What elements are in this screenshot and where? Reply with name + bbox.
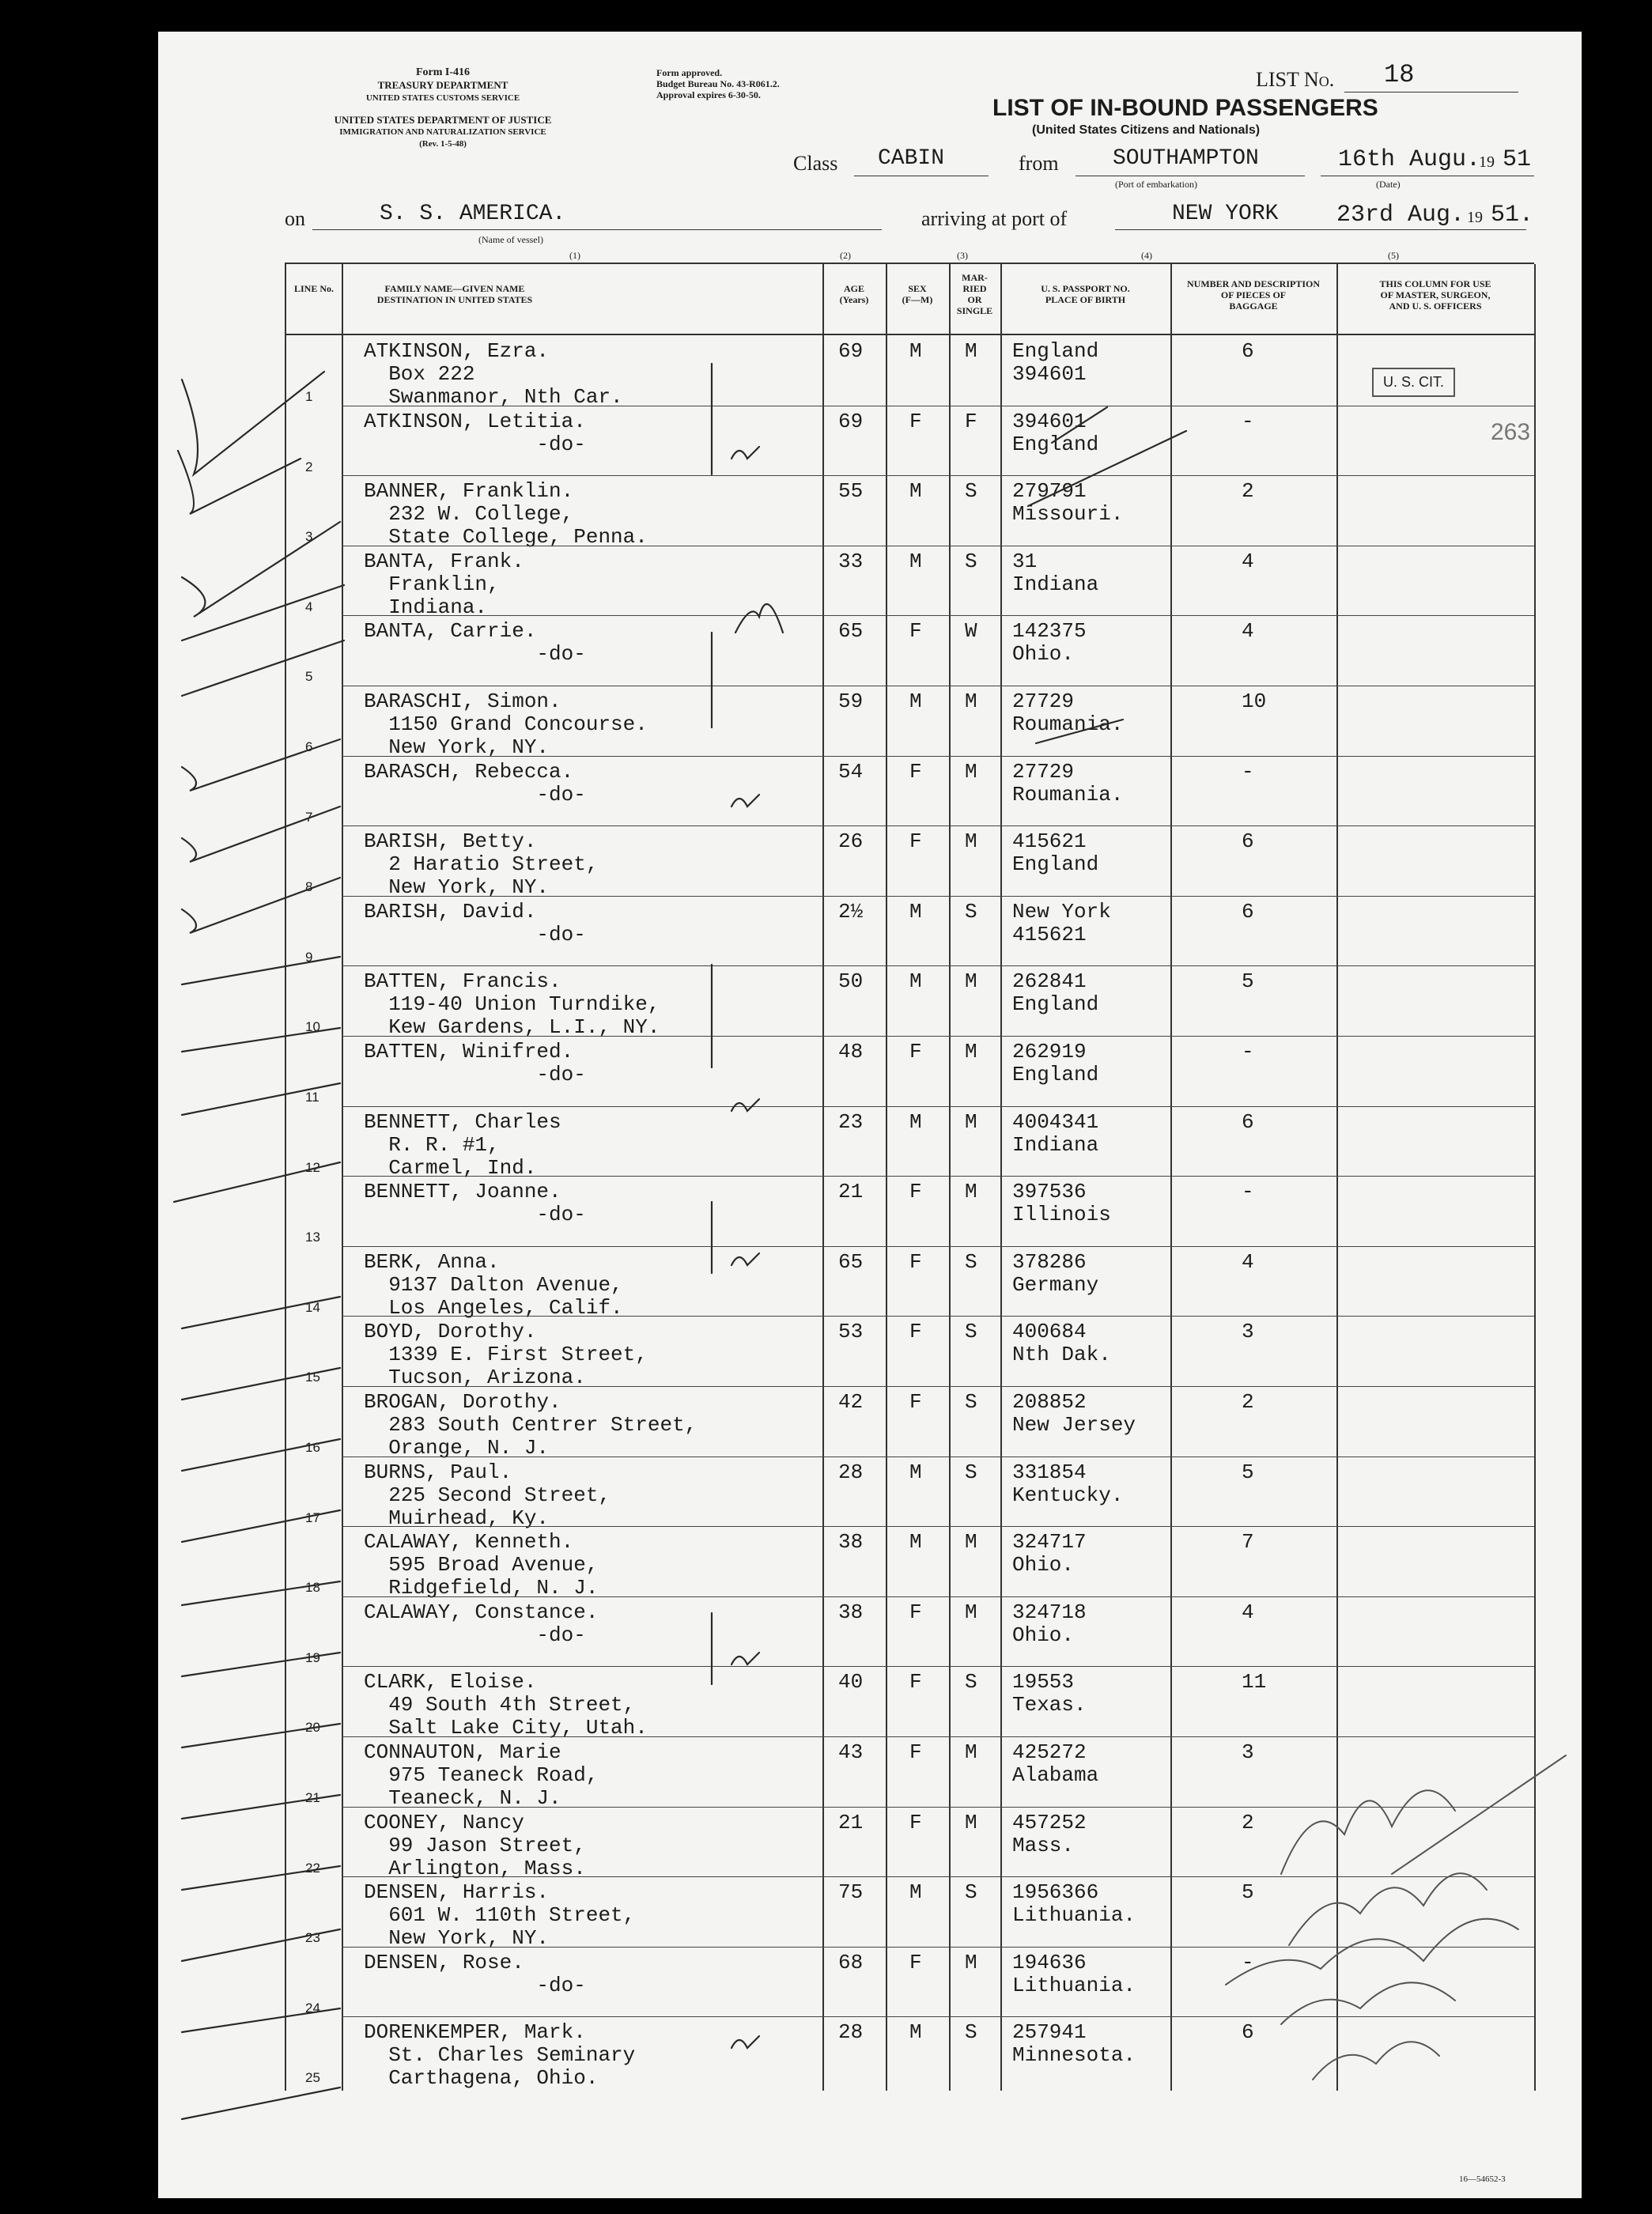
vessel-name: S. S. AMERICA. [380, 202, 566, 226]
passport-birthplace: England 394601 [1012, 339, 1099, 386]
passenger-age: 53 [838, 1320, 864, 1344]
row-line-number: 6 [305, 739, 313, 754]
passenger-name-destination: BANTA, Frank. Franklin, Indiana. [364, 549, 524, 619]
form-number: Form I-416 [415, 66, 471, 78]
passport-birthplace: 324718 Ohio. [1012, 1600, 1087, 1647]
passenger-sex: F [909, 1600, 922, 1624]
passenger-marital-status: F [965, 409, 977, 433]
baggage-count: 6 [1242, 2020, 1254, 2045]
col-divider [886, 264, 887, 2091]
row-line-number: 7 [305, 809, 313, 825]
baggage-count: 2 [1242, 1810, 1254, 1834]
row-divider [342, 1666, 1534, 1667]
passenger-marital-status: S [965, 479, 977, 504]
col-header-married: MAR- RIED OR SINGLE [956, 272, 993, 316]
embarkation-year: 51 [1503, 146, 1532, 173]
passenger-name-destination: BENNETT, Joanne. -do- [364, 1180, 586, 1227]
row-line-number: 22 [305, 1860, 320, 1876]
passenger-marital-status: M [965, 1040, 977, 1064]
passenger-sex: F [909, 1180, 922, 1204]
passenger-name-destination: DENSEN, Rose. -do- [364, 1950, 586, 1997]
passenger-marital-status: S [965, 1249, 977, 1274]
passenger-name-destination: CLARK, Eloise. 49 South 4th Street, Salt Lake City, Utah. [364, 1670, 648, 1740]
list-number-label: LIST No. [1256, 68, 1335, 91]
passenger-marital-status: M [965, 1530, 977, 1555]
arrival-port: NEW YORK [1172, 202, 1279, 226]
col-header-baggage: NUMBER AND DESCRIPTION OF PIECES OF BAGGAGE [1186, 278, 1321, 312]
row-divider [342, 1736, 1534, 1737]
row-divider [342, 1246, 1534, 1247]
passport-birthplace: 1956366 Lithuania. [1012, 1880, 1136, 1928]
footer-code: 16—54652-3 [1459, 2174, 1506, 2184]
passenger-marital-status: M [965, 829, 977, 854]
baggage-count: 4 [1242, 1600, 1254, 1624]
col-divider [342, 264, 343, 2091]
row-line-number: 24 [305, 2000, 320, 2016]
passenger-age: 26 [838, 829, 864, 854]
baggage-count: - [1242, 1950, 1254, 1974]
passenger-name-destination: BROGAN, Dorothy. 283 South Centrer Street, Orange, N. J. [364, 1390, 697, 1460]
row-line-number: 23 [305, 1930, 320, 1946]
col-divider [1170, 264, 1172, 2091]
passenger-sex: F [909, 1670, 922, 1695]
row-divider [342, 1456, 1534, 1457]
baggage-count: 6 [1242, 829, 1254, 854]
passport-birthplace: 397536 Illinois [1012, 1180, 1111, 1227]
passenger-sex: F [909, 759, 922, 784]
row-line-number: 4 [305, 599, 313, 614]
arriving-label: arriving at port of [921, 207, 1068, 230]
passenger-marital-status: S [965, 1390, 977, 1414]
passenger-sex: M [909, 899, 922, 924]
row-line-number: 5 [305, 669, 313, 685]
passport-birthplace: 142375 Ohio. [1012, 619, 1087, 667]
passenger-name-destination: BARASCH, Rebecca. -do- [364, 759, 586, 807]
passenger-age: 43 [838, 1740, 864, 1764]
passenger-name-destination: BANTA, Carrie. -do- [364, 619, 586, 667]
passenger-age: 54 [838, 759, 864, 784]
passenger-age: 55 [838, 479, 864, 504]
baggage-count: - [1242, 1040, 1254, 1064]
passenger-name-destination: CALAWAY, Constance. -do- [364, 1600, 599, 1647]
row-line-number: 8 [305, 879, 313, 895]
row-line-number: 2 [305, 459, 313, 474]
passenger-name-destination: ATKINSON, Ezra. Box 222 Swanmanor, Nth Car. [364, 339, 623, 409]
passenger-marital-status: W [965, 619, 977, 644]
passenger-age: 65 [838, 1249, 864, 1274]
form-approved: Form approved. [656, 67, 723, 78]
passenger-marital-status: S [965, 899, 977, 924]
customs-name: UNITED STATES CUSTOMS SERVICE [365, 93, 520, 103]
baggage-count: 11 [1242, 1670, 1267, 1695]
row-divider [342, 756, 1534, 757]
list-number: 18 [1384, 60, 1415, 89]
passport-birthplace: 279791 Missouri. [1012, 479, 1124, 527]
row-divider [342, 896, 1534, 897]
col-header-line: LINE No. [293, 283, 334, 294]
passenger-sex: M [909, 2020, 922, 2045]
passenger-age: 68 [838, 1950, 864, 1974]
col-header-age: AGE (Years) [839, 283, 869, 305]
passport-birthplace: New York 415621 [1012, 899, 1111, 946]
passenger-sex: F [909, 409, 922, 433]
page-title: LIST OF IN-BOUND PASSENGERS [992, 95, 1378, 121]
passenger-age: 59 [838, 690, 864, 713]
passenger-name-destination: BARISH, David. -do- [364, 899, 586, 946]
passport-birthplace: 415621 England [1012, 829, 1099, 877]
class-value: CABIN [878, 146, 945, 171]
arrival-date-19: 19 [1467, 209, 1483, 226]
us-citizen-stamp: U. S. CIT. [1372, 368, 1455, 397]
ins-name: IMMIGRATION AND NATURALIZATION SERVICE [339, 127, 546, 137]
row-divider [342, 965, 1534, 966]
col-num-5: (5) [1388, 250, 1399, 261]
passenger-age: 69 [838, 339, 864, 363]
passenger-name-destination: CALAWAY, Kenneth. 595 Broad Avenue, Ridgefield, N. J. [364, 1530, 599, 1600]
passenger-age: 40 [838, 1670, 864, 1695]
passenger-age: 69 [838, 409, 864, 433]
baggage-count: 4 [1242, 1249, 1254, 1274]
passport-birthplace: 19553 Texas. [1012, 1670, 1087, 1717]
passenger-table [285, 263, 1534, 2091]
embarkation-date-19: 19 [1479, 153, 1495, 171]
baggage-count: - [1242, 759, 1254, 784]
passenger-age: 65 [838, 619, 864, 644]
arrival-line [1115, 229, 1526, 230]
dept-name: TREASURY DEPARTMENT [377, 79, 508, 91]
passenger-sex: M [909, 1880, 922, 1905]
passenger-marital-status: M [965, 1740, 977, 1764]
class-label: Class [793, 152, 838, 175]
baggage-count: 10 [1242, 690, 1267, 713]
row-line-number: 11 [305, 1090, 319, 1105]
passport-birthplace: 457252 Mass. [1012, 1810, 1087, 1857]
passenger-sex: F [909, 1950, 922, 1974]
col-num-1: (1) [569, 250, 580, 261]
passenger-name-destination: BENNETT, Charles R. R. #1, Carmel, Ind. [364, 1109, 561, 1180]
baggage-count: 3 [1242, 1740, 1254, 1764]
passenger-sex: F [909, 829, 922, 854]
passenger-marital-status: S [965, 1320, 977, 1344]
passenger-age: 38 [838, 1600, 864, 1624]
approval-expires: Approval expires 6-30-50. [656, 89, 761, 100]
passenger-sex: M [909, 969, 922, 994]
row-line-number: 9 [305, 949, 313, 965]
passenger-name-destination: CONNAUTON, Marie 975 Teaneck Road, Teaneck, N. J. [364, 1740, 599, 1810]
col-header-officers: THIS COLUMN FOR USE OF MASTER, SURGEON, AND U. S. OFFICERS [1379, 278, 1491, 312]
row-divider [342, 1386, 1534, 1387]
col-divider [1336, 264, 1338, 2091]
passport-birthplace: 31 Indiana [1012, 549, 1099, 596]
passenger-sex: F [909, 1810, 922, 1834]
passenger-name-destination: BOYD, Dorothy. 1339 E. First Street, Tucson, Arizona. [364, 1320, 648, 1390]
stamp-number: 263 [1491, 419, 1531, 445]
row-divider [342, 1316, 1534, 1317]
passenger-name-destination: BURNS, Paul. 225 Second Street, Muirhead, Ky. [364, 1460, 611, 1530]
passenger-name-destination: BARASCHI, Simon. 1150 Grand Concourse. New York, NY. [364, 690, 648, 759]
passport-birthplace: 331854 Kentucky. [1012, 1460, 1124, 1507]
col-num-4: (4) [1141, 250, 1152, 261]
row-line-number: 1 [305, 389, 313, 404]
passenger-age: 33 [838, 549, 864, 573]
passenger-sex: M [909, 1530, 922, 1555]
row-line-number: 16 [305, 1440, 320, 1455]
on-label: on [285, 207, 305, 230]
passport-birthplace: 400684 Nth Dak. [1012, 1320, 1111, 1367]
header-divider [285, 334, 1534, 335]
arrival-year: 51. [1491, 202, 1534, 229]
row-line-number: 14 [305, 1299, 320, 1315]
embarkation-date: 16th Augu. [1338, 146, 1481, 173]
row-line-number: 21 [305, 1790, 320, 1805]
baggage-count: 4 [1242, 549, 1254, 573]
passport-birthplace: 262841 England [1012, 969, 1099, 1017]
passenger-name-destination: BATTEN, Francis. 119-40 Union Turndike, Kew Gardens, L.I., NY. [364, 969, 660, 1040]
row-divider [342, 1807, 1534, 1808]
passenger-age: 21 [838, 1810, 864, 1834]
baggage-count: 5 [1242, 1880, 1254, 1905]
passport-birthplace: 262919 England [1012, 1040, 1099, 1086]
passenger-name-destination: COONEY, Nancy 99 Jason Street, Arlington, Mass. [364, 1810, 586, 1880]
row-line-number: 25 [305, 2070, 320, 2086]
passenger-name-destination: BARISH, Betty. 2 Haratio Street, New York, NY. [364, 829, 599, 900]
passenger-marital-status: M [965, 1810, 977, 1834]
row-line-number: 10 [305, 1019, 320, 1035]
col-divider [822, 264, 824, 2091]
passenger-sex: M [909, 479, 922, 504]
passport-birthplace: 378286 Germany [1012, 1249, 1099, 1297]
passenger-name-destination: DENSEN, Harris. 601 W. 110th Street, New York, NY. [364, 1880, 636, 1951]
row-divider [342, 615, 1534, 616]
col-num-3: (3) [957, 250, 968, 261]
passenger-marital-status: M [965, 1600, 977, 1624]
row-line-number: 13 [305, 1230, 320, 1245]
vessel-line [312, 229, 882, 230]
passenger-age: 38 [838, 1530, 864, 1555]
baggage-count: 6 [1242, 1109, 1254, 1134]
passenger-sex: F [909, 1249, 922, 1274]
passenger-marital-status: M [965, 759, 977, 784]
baggage-count: 5 [1242, 969, 1254, 994]
passenger-age: 21 [838, 1180, 864, 1204]
passenger-age: 2½ [838, 899, 864, 924]
page-subtitle: (United States Citizens and Nationals) [1032, 123, 1261, 137]
baggage-count: 6 [1242, 899, 1254, 924]
passenger-sex: F [909, 1740, 922, 1764]
manifest-page [158, 32, 1582, 2198]
passport-birthplace: 208852 New Jersey [1012, 1390, 1136, 1437]
passenger-marital-status: M [965, 1180, 977, 1204]
row-divider [342, 1176, 1534, 1177]
passenger-sex: M [909, 690, 922, 713]
passport-birthplace: 394601 England [1012, 409, 1099, 456]
passenger-sex: M [909, 549, 922, 573]
passenger-name-destination: BATTEN, Winifred. -do- [364, 1040, 586, 1086]
passenger-marital-status: M [965, 1950, 977, 1974]
passenger-age: 28 [838, 1460, 864, 1484]
row-line-number: 17 [305, 1509, 320, 1525]
col-header-passport: U. S. PASSPORT NO. PLACE OF BIRTH [1041, 283, 1130, 305]
col-num-2: (2) [840, 250, 851, 261]
baggage-count: - [1242, 1180, 1254, 1204]
row-divider [342, 2016, 1534, 2017]
passport-birthplace: 4004341 Indiana [1012, 1109, 1099, 1157]
col-header-name: FAMILY NAME—GIVEN NAME DESTINATION IN UNITED STATES [376, 283, 533, 305]
passenger-marital-status: S [965, 549, 977, 573]
row-divider [342, 1876, 1534, 1877]
list-number-line [1344, 92, 1518, 93]
row-line-number: 20 [305, 1720, 320, 1736]
row-divider [342, 1106, 1534, 1107]
passenger-sex: F [909, 1390, 922, 1414]
passenger-sex: F [909, 1040, 922, 1064]
passenger-sex: M [909, 339, 922, 363]
row-divider [342, 1036, 1534, 1037]
date-caption: (Date) [1376, 179, 1401, 190]
passenger-sex: M [909, 1109, 922, 1134]
passport-birthplace: 425272 Alabama [1012, 1740, 1099, 1787]
row-line-number: 18 [305, 1580, 320, 1596]
baggage-count: 4 [1242, 619, 1254, 644]
passenger-age: 75 [838, 1880, 864, 1905]
passenger-sex: F [909, 1320, 922, 1344]
vessel-caption: (Name of vessel) [478, 234, 543, 245]
passenger-age: 48 [838, 1040, 864, 1064]
table-border-left [285, 264, 286, 2091]
row-divider [342, 1596, 1534, 1597]
passenger-marital-status: S [965, 2020, 977, 2045]
row-line-number: 15 [305, 1370, 320, 1385]
row-divider [342, 475, 1534, 476]
passport-birthplace: 27729 Roumania. [1012, 690, 1124, 736]
passport-birthplace: 324717 Ohio. [1012, 1530, 1087, 1577]
passenger-age: 42 [838, 1390, 864, 1414]
port-of-embarkation: SOUTHAMPTON [1113, 146, 1259, 171]
col-divider [1000, 264, 1002, 2091]
arrival-date: 23rd Aug. [1336, 202, 1465, 229]
passenger-marital-status: M [965, 969, 977, 994]
budget-bureau: Budget Bureau No. 43-R061.2. [656, 78, 780, 89]
baggage-count: 2 [1242, 1390, 1254, 1414]
passenger-name-destination: BERK, Anna. 9137 Dalton Avenue, Los Angeles, Calif. [364, 1249, 623, 1320]
row-divider [342, 1947, 1534, 1948]
passenger-marital-status: S [965, 1460, 977, 1484]
passenger-marital-status: M [965, 339, 977, 363]
passport-birthplace: 257941 Minnesota. [1012, 2020, 1136, 2068]
revision: (Rev. 1-5-48) [419, 139, 467, 149]
passport-birthplace: 194636 Lithuania. [1012, 1950, 1136, 1997]
col-header-sex: SEX (F—M) [902, 283, 933, 305]
passenger-marital-status: S [965, 1880, 977, 1905]
from-label: from [1019, 152, 1059, 175]
port-caption: (Port of embarkation) [1115, 179, 1197, 190]
passport-birthplace: 27729 Roumania. [1012, 759, 1124, 807]
baggage-count: 7 [1242, 1530, 1254, 1555]
table-border-right [1534, 264, 1536, 2091]
passenger-age: 23 [838, 1109, 864, 1134]
row-line-number: 19 [305, 1649, 320, 1665]
passenger-name-destination: BANNER, Franklin. 232 W. College, State College, Penna. [364, 479, 648, 550]
row-line-number: 3 [305, 529, 313, 545]
row-divider [342, 1526, 1534, 1527]
baggage-count: - [1242, 409, 1254, 433]
baggage-count: 2 [1242, 479, 1254, 504]
baggage-count: 6 [1242, 339, 1254, 363]
passenger-sex: F [909, 619, 922, 644]
justice-name: UNITED STATES DEPARTMENT OF JUSTICE [334, 114, 552, 126]
passenger-marital-status: S [965, 1670, 977, 1695]
passenger-name-destination: DORENKEMPER, Mark. St. Charles Seminary Carthagena, Ohio. [364, 2020, 636, 2091]
passenger-age: 50 [838, 969, 864, 994]
passenger-sex: M [909, 1460, 922, 1484]
baggage-count: 5 [1242, 1460, 1254, 1484]
passenger-marital-status: M [965, 1109, 977, 1134]
baggage-count: 3 [1242, 1320, 1254, 1344]
passenger-age: 28 [838, 2020, 864, 2045]
row-line-number: 12 [305, 1159, 320, 1175]
col-divider [949, 264, 951, 2091]
passenger-name-destination: ATKINSON, Letitia. -do- [364, 409, 586, 456]
passenger-marital-status: M [965, 690, 977, 713]
